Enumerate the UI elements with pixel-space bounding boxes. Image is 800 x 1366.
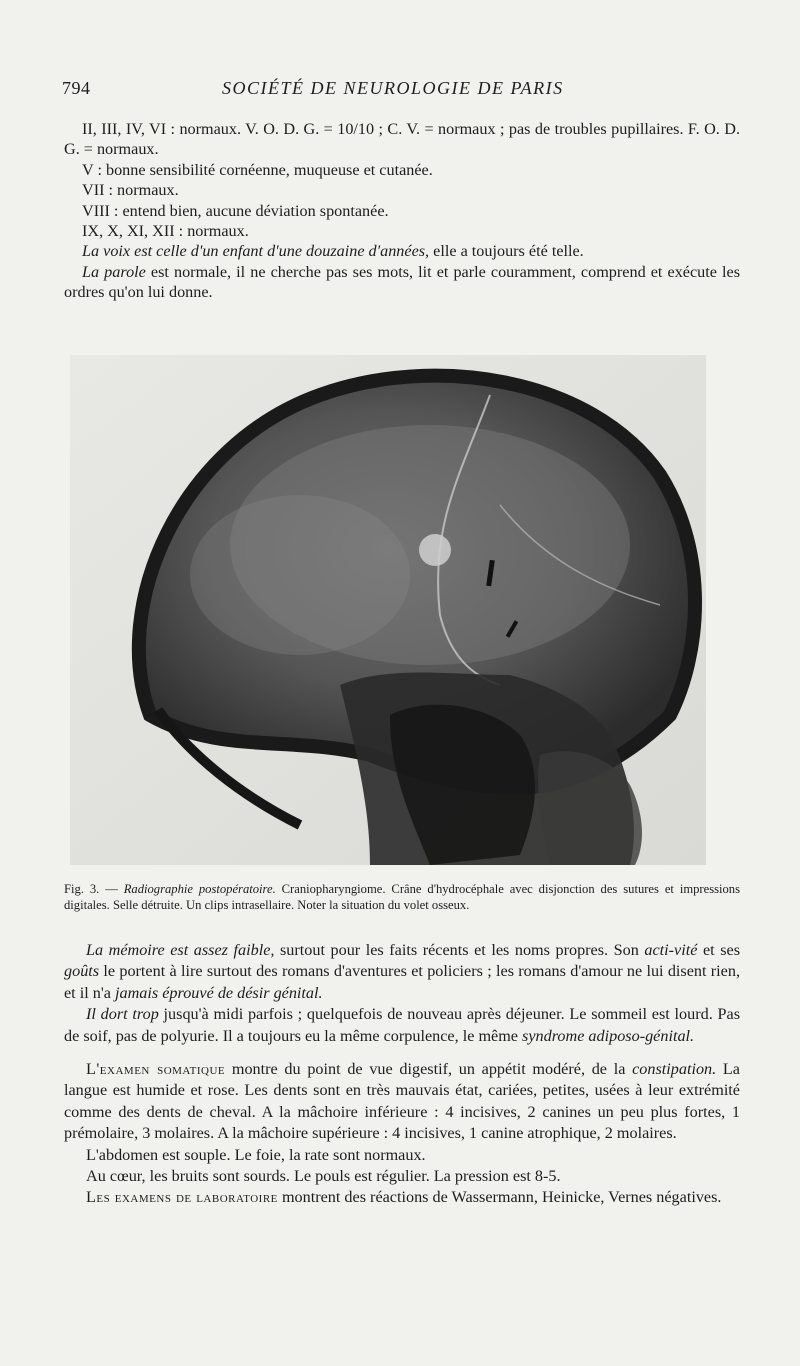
somatic-paragraph — [64, 1059, 740, 1145]
speech-italic: La parole — [82, 262, 146, 281]
skull-xray-figure — [70, 355, 706, 865]
caption-title: Radiographie postopératoire. — [123, 882, 276, 896]
caption-text: Craniopharyngiome. Crâne d'hydrocéphale avec disjonction des sutures et impressions digitales. Selle détruite. Un clips intrasellaire. Noter la situation du volet osseux. — [64, 882, 740, 912]
sleep-text: jusqu'à midi parfois ; quelquefois de nouveau après déjeuner. Le sommeil est lourd. Pas de soif, pas de polyurie. Il a toujours eu la même corpulence, le même — [64, 1005, 740, 1045]
sleep-italic: Il dort trop — [86, 1005, 159, 1024]
voice-text: elle a toujours été telle. — [429, 242, 584, 261]
somatic-text: La langue est humide et rose. Les dents sont en très mauvais état, cariées, petites, usées à leur extrémité comme des dents de cheval. A la mâchoire inférieure : 4 incisives, 2 canines un peu plus fortes, 1 prémolaire, 3 molaires. A la mâchoire supérieure : 4 incisives, 1 canine atrophique, 2 molaires. — [64, 1060, 740, 1143]
lab-paragraph — [64, 1187, 740, 1208]
body-text — [64, 940, 740, 1209]
abdomen-paragraph: L'abdomen est souple. Le foie, la rate sont normaux. — [86, 1145, 426, 1164]
exam-line: IX, X, XI, XII : normaux. — [82, 222, 249, 241]
speech-paragraph — [64, 262, 740, 303]
somatic-text: montre du point de vue digestif, un appétit modéré, de la — [225, 1060, 633, 1079]
memory-paragraph — [64, 940, 740, 1004]
memory-text: le portent à lire surtout des romans d'aventures et policiers ; les romans d'amour ne lui disent rien, et il n'a — [64, 962, 740, 1002]
lab-text: montrent des réactions de Wassermann, Heinicke, Vernes négatives. — [277, 1188, 722, 1207]
tastes-italic: goûts — [64, 962, 100, 981]
voice-italic: La voix est celle d'un enfant d'une douzaine d'années, — [82, 242, 430, 261]
syndrome-italic: syndrome adiposo-génital. — [522, 1026, 695, 1045]
heart-paragraph: Au cœur, les bruits sont sourds. Le pouls est régulier. La pression est 8-5. — [86, 1167, 561, 1186]
sleep-paragraph — [64, 1004, 740, 1047]
memory-italic: La mémoire est assez faible, — [86, 941, 275, 959]
figure-caption — [64, 881, 740, 913]
exam-line: II, III, IV, VI : normaux. V. O. D. G. = 10/10 ; C. V. = normaux ; pas de troubles pupillaires. F. O. D. G. = normaux. — [64, 120, 740, 159]
somatic-heading: L'examen somatique — [86, 1060, 226, 1079]
skull-xray-image — [70, 355, 706, 865]
exam-line: VIII : entend bien, aucune déviation spontanée. — [82, 201, 389, 220]
constipation-italic: constipation. — [632, 1060, 717, 1079]
page-header — [62, 78, 742, 104]
running-head: SOCIÉTÉ DE NEUROLOGIE DE PARIS — [222, 78, 564, 98]
memory-text: surtout pour les faits récents et les noms propres. Son — [274, 941, 645, 959]
desire-italic: jamais éprouvé de désir génital. — [115, 983, 323, 1002]
page-number: 794 — [62, 78, 91, 98]
exam-line: V : bonne sensibilité cornéenne, muqueuse et cutanée. — [82, 160, 433, 179]
caption-label: Fig. 3. — — [64, 882, 118, 896]
exam-line: VII : normaux. — [82, 181, 179, 200]
lab-heading: Les examens de laboratoire — [86, 1188, 278, 1207]
activity-italic: acti-vité — [644, 941, 698, 959]
exam-section — [64, 119, 740, 303]
voice-paragraph — [64, 241, 740, 261]
speech-text: est normale, il ne cherche pas ses mots, lit et parle couramment, comprend et exécute les ordres qu'on lui donne. — [64, 262, 740, 302]
memory-text: et ses — [697, 941, 740, 959]
